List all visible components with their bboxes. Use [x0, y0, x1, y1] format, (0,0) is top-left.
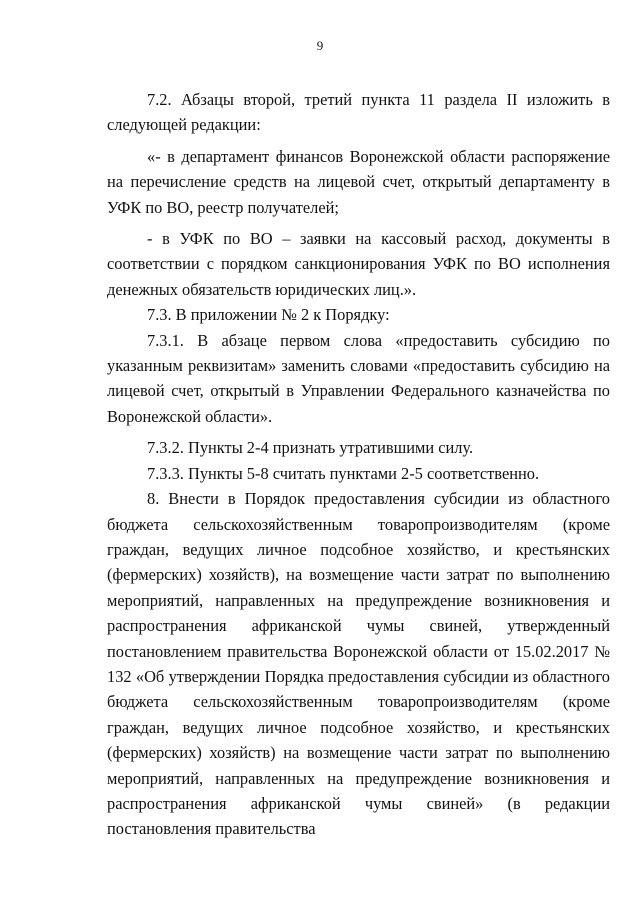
paragraph-quote-ufk: - в УФК по ВО – заявки на кассовый расход, документы в соответствии с порядком санкционирования УФК по ВО исполнения денежных обязательств юридических лиц.». [107, 229, 610, 299]
paragraph-8: 8. Внести в Порядок предоставления субсидии из областного бюджета сельскохозяйственным товаропроизводителям (кроме граждан, ведущих личное подсобное хозяйство, и крестьянских (фермерских) хозяйств), на возмещение части затрат по выполнению мероприятий, направленных на предупреждение возникновения и распространения африканской чумы свиней, утвержденный постановлением правительства Воронежской области от 15.02.2017 № 132 «Об утверждении Порядка предоставления субсидии из областного бюджета сельскохозяйственным товаропроизводителям (кроме граждан, ведущих личное подсобное хозяйство, и крестьянских (фермерских) хозяйств) на возмещение части затрат по выполнению мероприятий, направленных на предупреждение возникновения и распространения африканской чумы свиней» (в редакции постановления правительства [107, 489, 610, 839]
paragraph-7-3: 7.3. В приложении № 2 к Порядку: [147, 305, 390, 325]
paragraph-7-3-1: 7.3.1. В абзаце первом слова «предоставить субсидию по указанным реквизитам» заменить словами «предоставить субсидию на лицевой счет, открытый в Управлении Федерального казначейства по Воронежской области». [107, 330, 610, 426]
paragraph-quote-finance-department: «- в департамент финансов Воронежской области распоряжение на перечисление средств на лицевой счет, открытый департаменту в УФК по ВО, реестр получателей; [107, 146, 610, 217]
paragraph-7-2: 7.2. Абзацы второй, третий пункта 11 раздела II изложить в следующей редакции: [107, 90, 610, 135]
paragraph-7-3-3: 7.3.3. Пункты 5-8 считать пунктами 2-5 соответственно. [147, 463, 540, 483]
paragraph-7-3-2: 7.3.2. Пункты 2-4 признать утратившими силу. [147, 438, 474, 458]
document-body [107, 87, 610, 842]
page-number: 9 [316, 38, 324, 53]
